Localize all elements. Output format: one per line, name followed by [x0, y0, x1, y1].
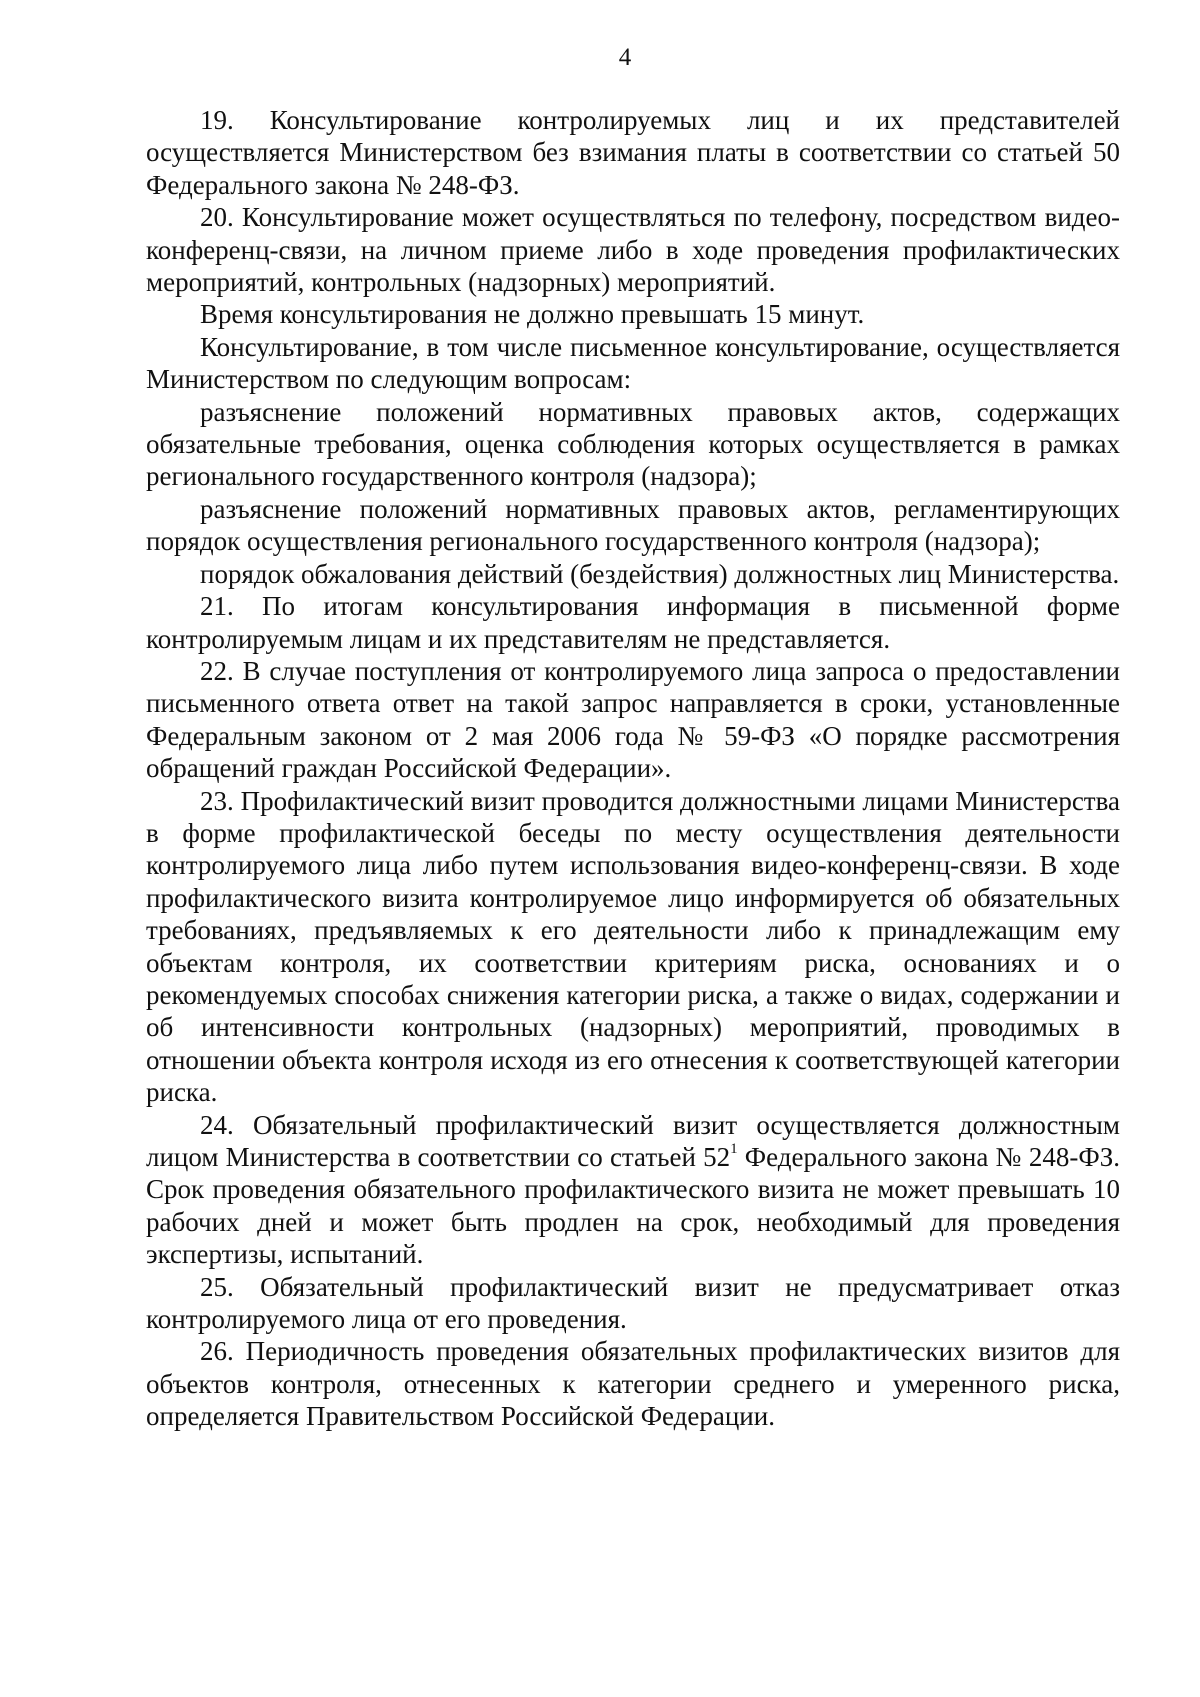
paragraph-22: 22. В случае поступления от контролируемого лица запроса о предоставлении письменного ответа ответ на такой запрос направляется в сроки, установленные Федеральным законом от 2 мая 2006 года № 59-ФЗ «О порядке рассмотрения обращений граждан Российской Федерации». [146, 655, 1120, 784]
paragraph-24 [146, 1109, 1120, 1271]
paragraph-21: 21. По итогам консультирования информация в письменной форме контролируемым лицам и их представителям не представляется. [146, 591, 1120, 654]
paragraph-20-topic-3: порядок обжалования действий (бездействия) должностных лиц Министерства. [200, 558, 1120, 589]
paragraph-26: 26. Периодичность проведения обязательных профилактических визитов для объектов контроля, отнесенных к категории среднего и умеренного риска, определяется Правительством Российской Федерации. [146, 1336, 1120, 1432]
article-superscript: 1 [730, 1141, 738, 1157]
paragraph-24-text-start: 24. Обязательный профилактический визит осуществляется должностным лицом Министерства в соответствии со статьей 52 [146, 1109, 1120, 1172]
paragraph-23: 23. Профилактический визит проводится должностными лицами Министерства в форме профилактической беседы по месту осуществления деятельности контролируемого лица либо путем использования видео-конференц-связи. В ходе профилактического визита контролируемое лицо информируется об обязательных требованиях, предъявляемых к его деятельности либо к принадлежащим ему объектам контроля, их соответствии критериям риска, основаниях и о рекомендуемых способах снижения категории риска, а также о видах, содержании и об интенсивности контрольных (надзорных) мероприятий, проводимых в отношении объекта контроля исходя из его отнесения к соответствующей категории риска. [146, 785, 1120, 1108]
paragraph-24-text-end: Федерального закона № 248-ФЗ. Срок проведения обязательного профилактического визита не может превышать 10 рабочих дней и может быть продлен на срок, необходимый для проведения экспертизы, испытаний. [146, 1142, 1121, 1270]
paragraph-20-topics-intro: Консультирование, в том числе письменное консультирование, осуществляется Министерством по следующим вопросам: [146, 331, 1120, 395]
paragraph-20: 20. Консультирование может осуществляться по телефону, посредством видео-конференц-связи, на личном приеме либо в ходе проведения профилактических мероприятий, контрольных (надзорных) мероприятий. [146, 202, 1120, 298]
paragraph-19: 19. Консультирование контролируемых лиц и их представителей осуществляется Министерством без взимания платы в соответствии со статьей 50 Федерального закона № 248-ФЗ. [146, 105, 1120, 200]
page-number: 4 [618, 44, 632, 71]
document-body [146, 104, 1120, 1433]
paragraph-25: 25. Обязательный профилактический визит не предусматривает отказ контролируемого лица от его проведения. [146, 1271, 1120, 1335]
paragraph-20-duration: Время консультирования не должно превышать 15 минут. [200, 299, 865, 330]
paragraph-20-topic-2: разъяснение положений нормативных правовых актов, регламентирующих порядок осуществления регионального государственного контроля (надзора); [146, 493, 1120, 557]
paragraph-20-topic-1: разъяснение положений нормативных правовых актов, содержащих обязательные требования, оценка соблюдения которых осуществляется в рамках регионального государственного контроля (надзора); [146, 396, 1120, 492]
